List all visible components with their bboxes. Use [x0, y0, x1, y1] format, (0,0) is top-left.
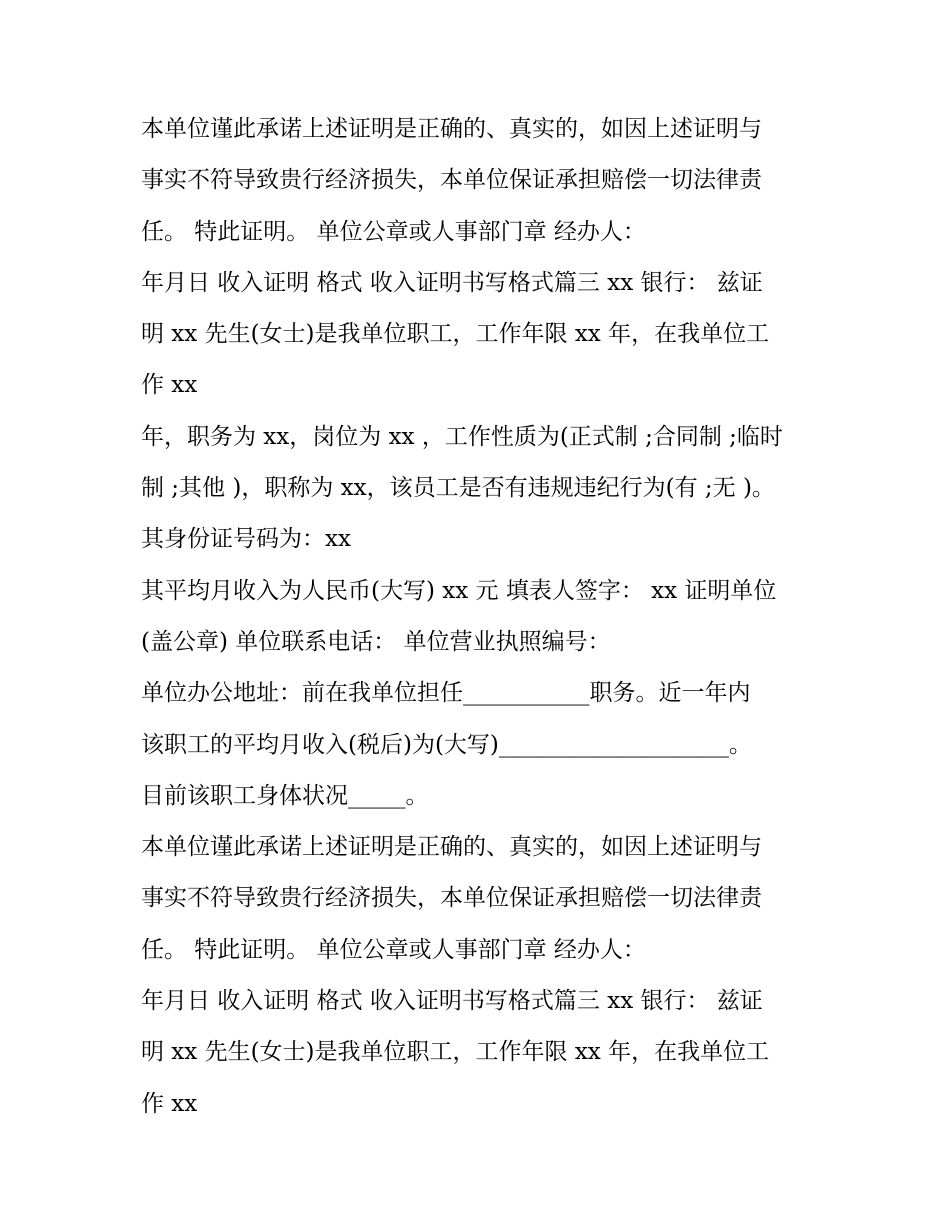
- text-line: 本单位谨此承诺上述证明是正确的、真实的，如因上述证明与: [141, 834, 762, 861]
- text-line: 作 xx: [141, 1090, 198, 1117]
- text-line: 其身份证号码为：xx: [141, 526, 351, 553]
- text-line: 任。 特此证明。 单位公章或人事部门章 经办人：: [141, 218, 646, 245]
- text-line: 明 xx 先生(女士)是我单位职工，工作年限 xx 年，在我单位工: [141, 321, 770, 348]
- text-line: 该职工的平均月收入(税后)为(大写)____________________。: [141, 731, 752, 758]
- text-line: 本单位谨此承诺上述证明是正确的、真实的，如因上述证明与: [141, 116, 762, 142]
- text-line: 事实不符导致贵行经济损失，本单位保证承担赔偿一切法律责: [141, 885, 762, 912]
- text-line: 年月日 收入证明 格式 收入证明书写格式篇三 xx 银行： 兹证: [141, 269, 763, 296]
- document-body: [141, 104, 821, 1130]
- text-line: 任。 特此证明。 单位公章或人事部门章 经办人：: [141, 936, 646, 963]
- text-line: 目前该职工身体状况_____。: [141, 782, 429, 809]
- text-line: 单位办公地址：前在我单位担任___________职务。近一年内: [141, 680, 751, 707]
- text-line: 明 xx 先生(女士)是我单位职工，工作年限 xx 年，在我单位工: [141, 1039, 770, 1066]
- text-line: 事实不符导致贵行经济损失，本单位保证承担赔偿一切法律责: [141, 167, 762, 194]
- text-line: 其平均月收入为人民币(大写) xx 元 填表人签字： xx 证明单位: [141, 577, 777, 604]
- text-line: 年月日 收入证明 格式 收入证明书写格式篇三 xx 银行： 兹证: [141, 988, 763, 1015]
- text-line: (盖公章) 单位联系电话： 单位营业执照编号：: [141, 628, 611, 655]
- text-line: 作 xx: [141, 372, 198, 399]
- text-line: 制 ;其他 )，职称为 xx，该员工是否有违规违纪行为(有 ;无 )。: [141, 475, 775, 502]
- text-line: 年，职务为 xx，岗位为 xx ，工作性质为(正式制 ;合同制 ;临时: [141, 423, 783, 450]
